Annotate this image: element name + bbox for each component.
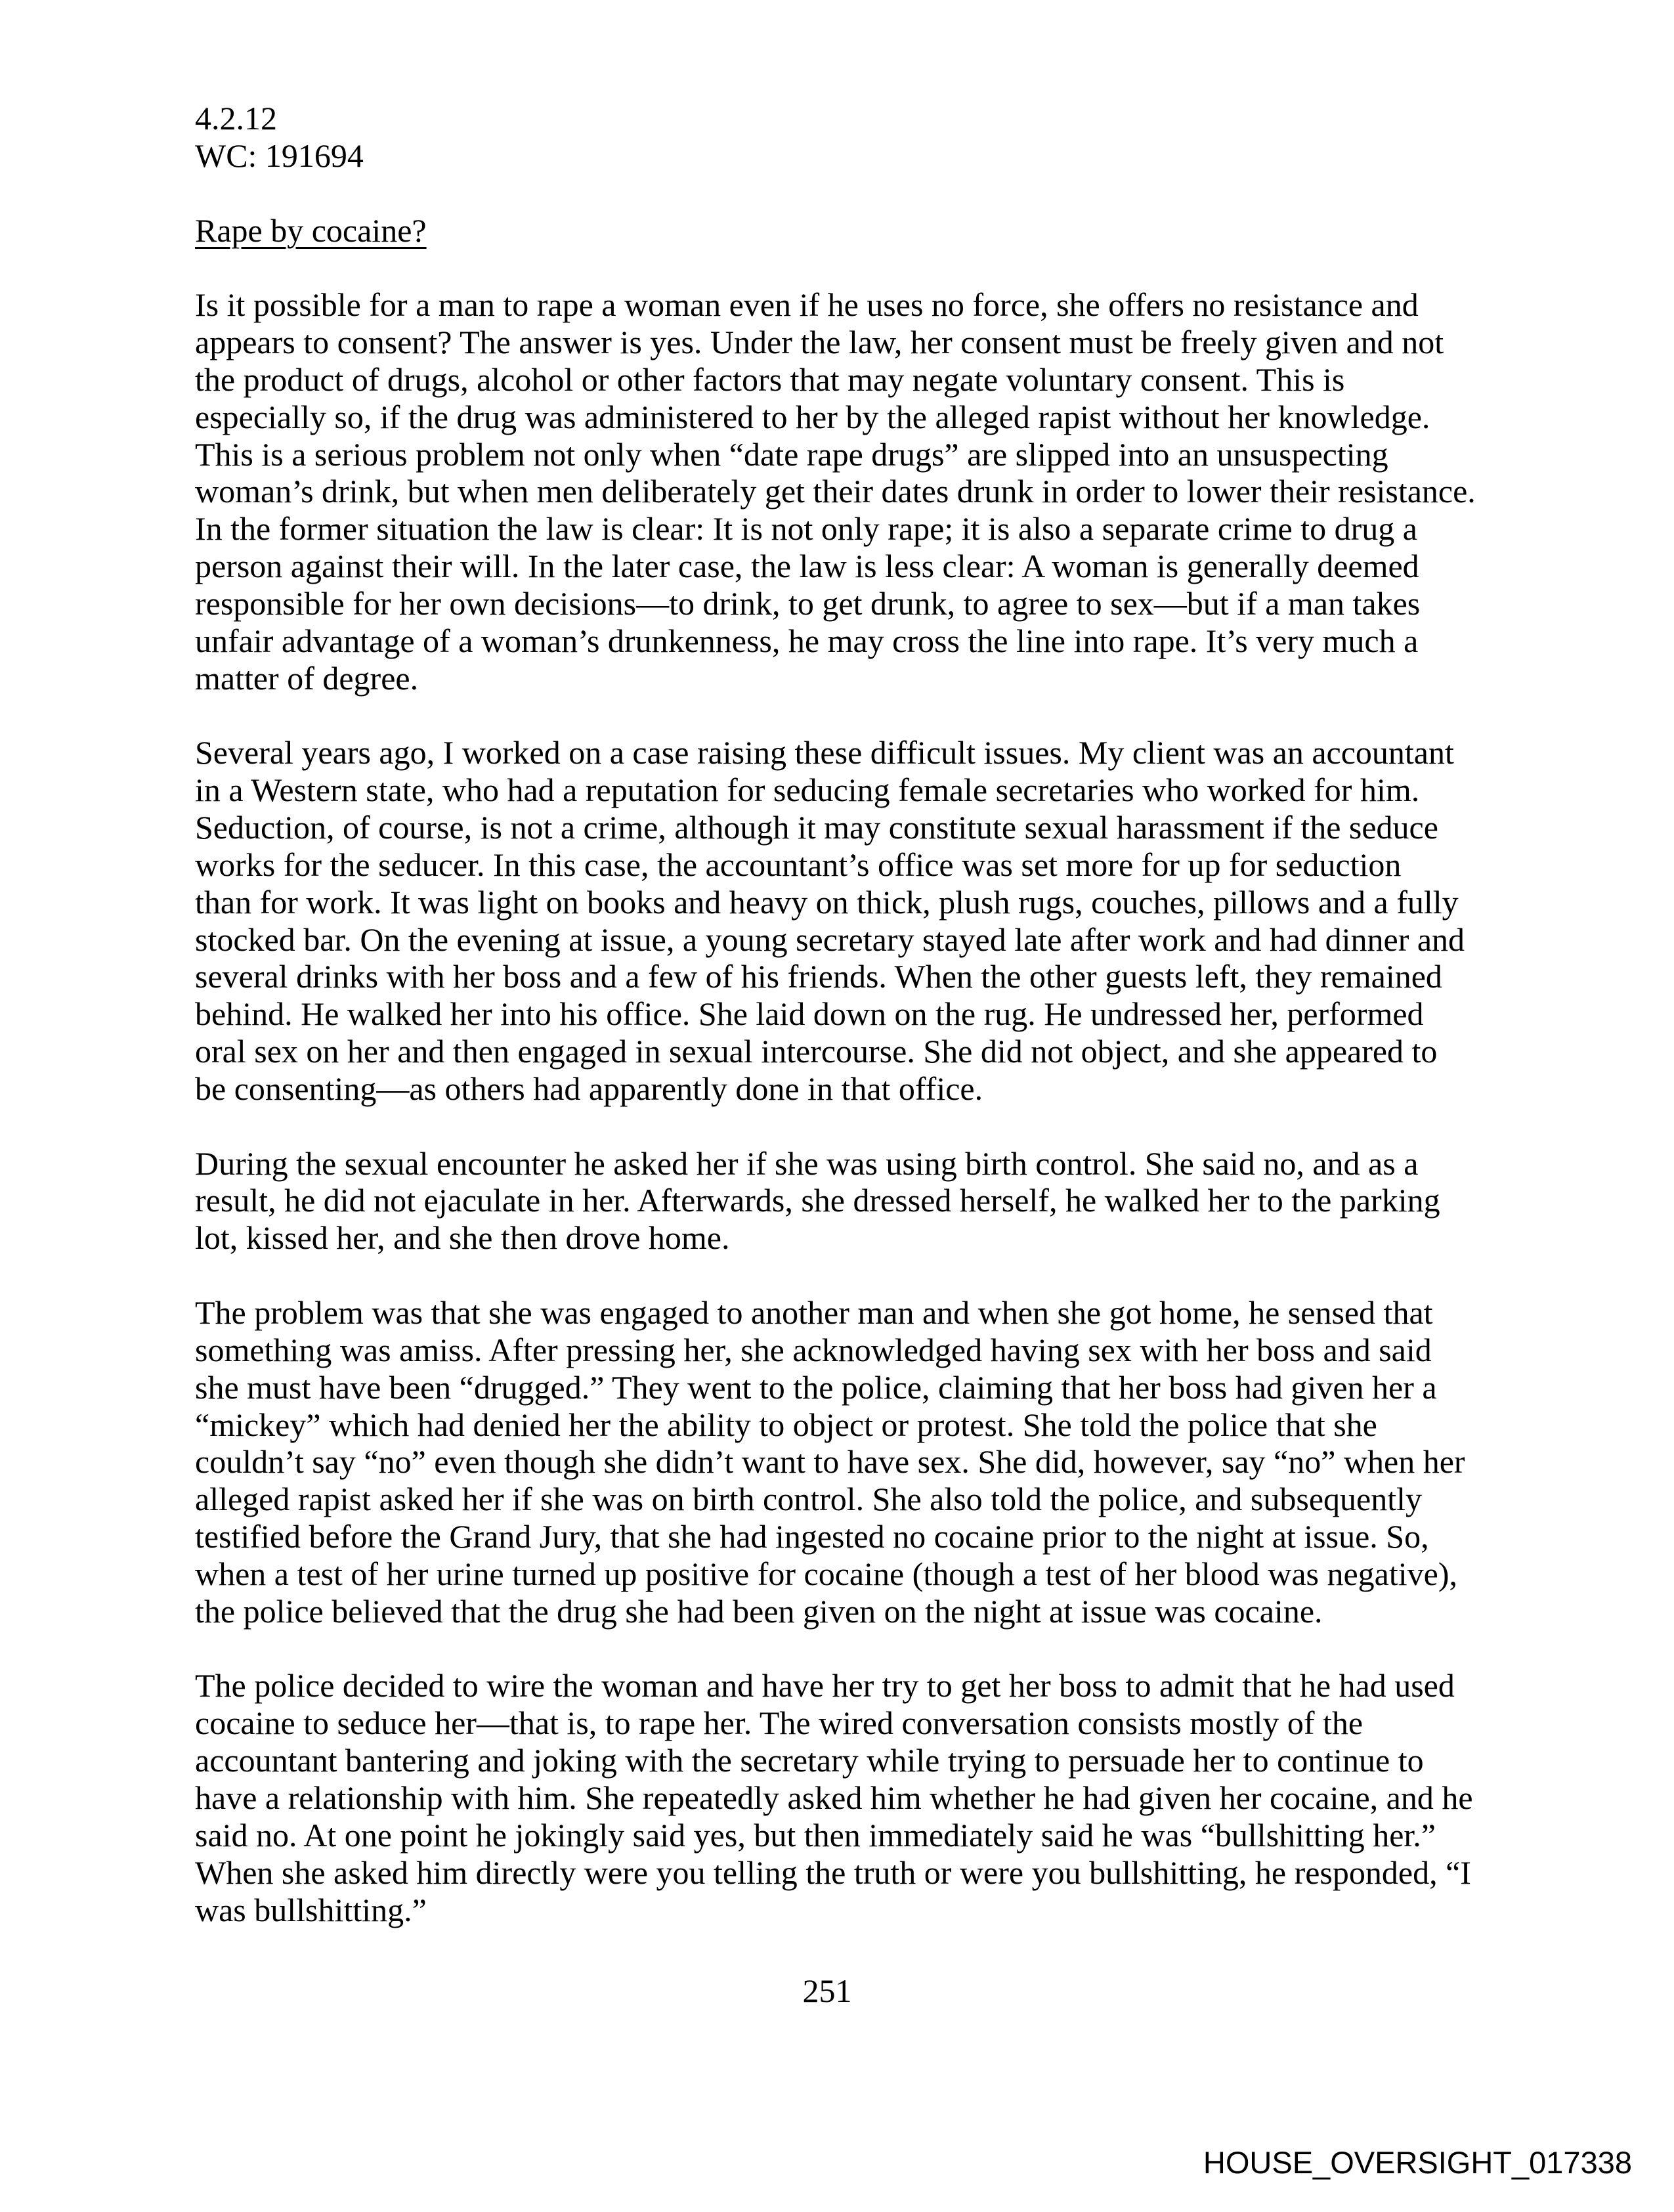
paragraph bbox=[195, 1294, 1476, 1630]
paragraph-line: During the sexual encounter he asked her if she was using birth control. She said no, and as a bbox=[195, 1144, 1419, 1182]
paragraph-line: she must have been “drugged.” They went to the police, claiming that her boss had given her a bbox=[195, 1368, 1437, 1406]
paragraph-line: In the former situation the law is clear: It is not only rape; it is also a separate crime to drug a bbox=[195, 510, 1417, 548]
paragraph-line: couldn’t say “no” even though she didn’t want to have sex. She did, however, say “no” when her bbox=[195, 1443, 1465, 1481]
paragraph-line: something was amiss. After pressing her, she acknowledged having sex with her boss and said bbox=[195, 1331, 1432, 1368]
paragraph-line: was bullshitting.” bbox=[195, 1891, 427, 1928]
page-number: 251 bbox=[802, 1972, 852, 2009]
spacer bbox=[195, 249, 1476, 286]
paragraph-line: stocked bar. On the evening at issue, a young secretary stayed late after work and had dinner and bbox=[195, 921, 1465, 958]
paragraph-line: Several years ago, I worked on a case raising these difficult issues. My client was an accountant bbox=[195, 734, 1454, 771]
paragraph-line: behind. He walked her into his office. She laid down on the rug. He undressed her, performed bbox=[195, 995, 1424, 1033]
paragraph-line: lot, kissed her, and she then drove home. bbox=[195, 1219, 730, 1257]
paragraph-line: in a Western state, who had a reputation for seducing female secretaries who worked for him. bbox=[195, 771, 1420, 809]
paragraphs bbox=[195, 286, 1476, 1928]
paragraph-line: When she asked him directly were you telling the truth or were you bullshitting, he responded, “I bbox=[195, 1854, 1471, 1891]
paragraph-line: works for the seducer. In this case, the accountant’s office was set more for up for seduction bbox=[195, 846, 1402, 883]
spacer bbox=[195, 1630, 1476, 1668]
paragraph-line: be consenting—as others had apparently done in that office. bbox=[195, 1070, 983, 1107]
paragraph-line: cocaine to seduce her—that is, to rape her. The wired conversation consists mostly of the bbox=[195, 1704, 1363, 1742]
spacer bbox=[195, 1108, 1476, 1145]
paragraph-line: Is it possible for a man to rape a woman even if he uses no force, she offers no resistance and bbox=[195, 286, 1419, 324]
paragraph-line: The problem was that she was engaged to another man and when she got home, he sensed that bbox=[195, 1294, 1433, 1331]
paragraph-line: than for work. It was light on books and heavy on thick, plush rugs, couches, pillows and a fully bbox=[195, 883, 1459, 921]
paragraph-line: the product of drugs, alcohol or other factors that may negate voluntary consent. This is bbox=[195, 360, 1345, 398]
paragraph-line: when a test of her urine turned up positive for cocaine (though a test of her blood was negative), bbox=[195, 1555, 1457, 1592]
paragraph-line: woman’s drink, but when men deliberately get their dates drunk in order to lower their resistance. bbox=[195, 473, 1476, 510]
date-line: 4.2.12 bbox=[195, 100, 277, 137]
paragraph-line: The police decided to wire the woman and have her try to get her boss to admit that he had used bbox=[195, 1667, 1455, 1704]
paragraph-line: person against their will. In the later case, the law is less clear: A woman is generally deemed bbox=[195, 548, 1419, 585]
paragraph-line: result, he did not ejaculate in her. Afterwards, she dressed herself, he walked her to the parking bbox=[195, 1182, 1440, 1219]
paragraph-line: oral sex on her and then engaged in sexual intercourse. She did not object, and she appeared to bbox=[195, 1033, 1438, 1070]
document-body bbox=[195, 100, 1476, 1928]
spacer bbox=[195, 1257, 1476, 1294]
paragraph-line: “mickey” which had denied her the ability to object or protest. She told the police that she bbox=[195, 1406, 1377, 1443]
paragraph-line: appears to consent? The answer is yes. Under the law, her consent must be freely given and not bbox=[195, 324, 1444, 361]
spacer bbox=[195, 175, 1476, 212]
paragraph bbox=[195, 1145, 1476, 1257]
paragraph-line: several drinks with her boss and a few of his friends. When the other guests left, they remained bbox=[195, 958, 1442, 995]
paragraph bbox=[195, 734, 1476, 1107]
paragraph bbox=[195, 286, 1476, 697]
paragraph-line: matter of degree. bbox=[195, 659, 419, 697]
paragraph-line: said no. At one point he jokingly said yes, but then immediately said he was “bullshitting her.” bbox=[195, 1816, 1436, 1854]
paragraph-line: alleged rapist asked her if she was on birth control. She also told the police, and subsequently bbox=[195, 1481, 1422, 1518]
paragraph-line: responsible for her own decisions—to drink, to get drunk, to agree to sex—but if a man takes bbox=[195, 584, 1421, 622]
bates-number: HOUSE_OVERSIGHT_017338 bbox=[1203, 2145, 1632, 2180]
paragraph bbox=[195, 1667, 1476, 1928]
word-count-line: WC: 191694 bbox=[195, 137, 364, 174]
paragraph-line: have a relationship with him. She repeatedly asked him whether he had given her cocaine, and he bbox=[195, 1779, 1473, 1816]
paragraph-line: This is a serious problem not only when “date rape drugs” are slipped into an unsuspecting bbox=[195, 435, 1388, 473]
paragraph-line: accountant bantering and joking with the secretary while trying to persuade her to continue to bbox=[195, 1742, 1424, 1779]
spacer bbox=[195, 697, 1476, 735]
paragraph-line: testified before the Grand Jury, that she had ingested no cocaine prior to the night at issue. So, bbox=[195, 1518, 1429, 1555]
paragraph-line: the police believed that the drug she had been given on the night at issue was cocaine. bbox=[195, 1592, 1323, 1630]
paragraph-line: Seduction, of course, is not a crime, although it may constitute sexual harassment if the seduce bbox=[195, 809, 1438, 846]
paragraph-line: especially so, if the drug was administered to her by the alleged rapist without her knowledge. bbox=[195, 398, 1430, 435]
paragraph-line: unfair advantage of a woman’s drunkenness, he may cross the line into rape. It’s very much a bbox=[195, 622, 1419, 659]
document-title: Rape by cocaine? bbox=[195, 211, 427, 249]
